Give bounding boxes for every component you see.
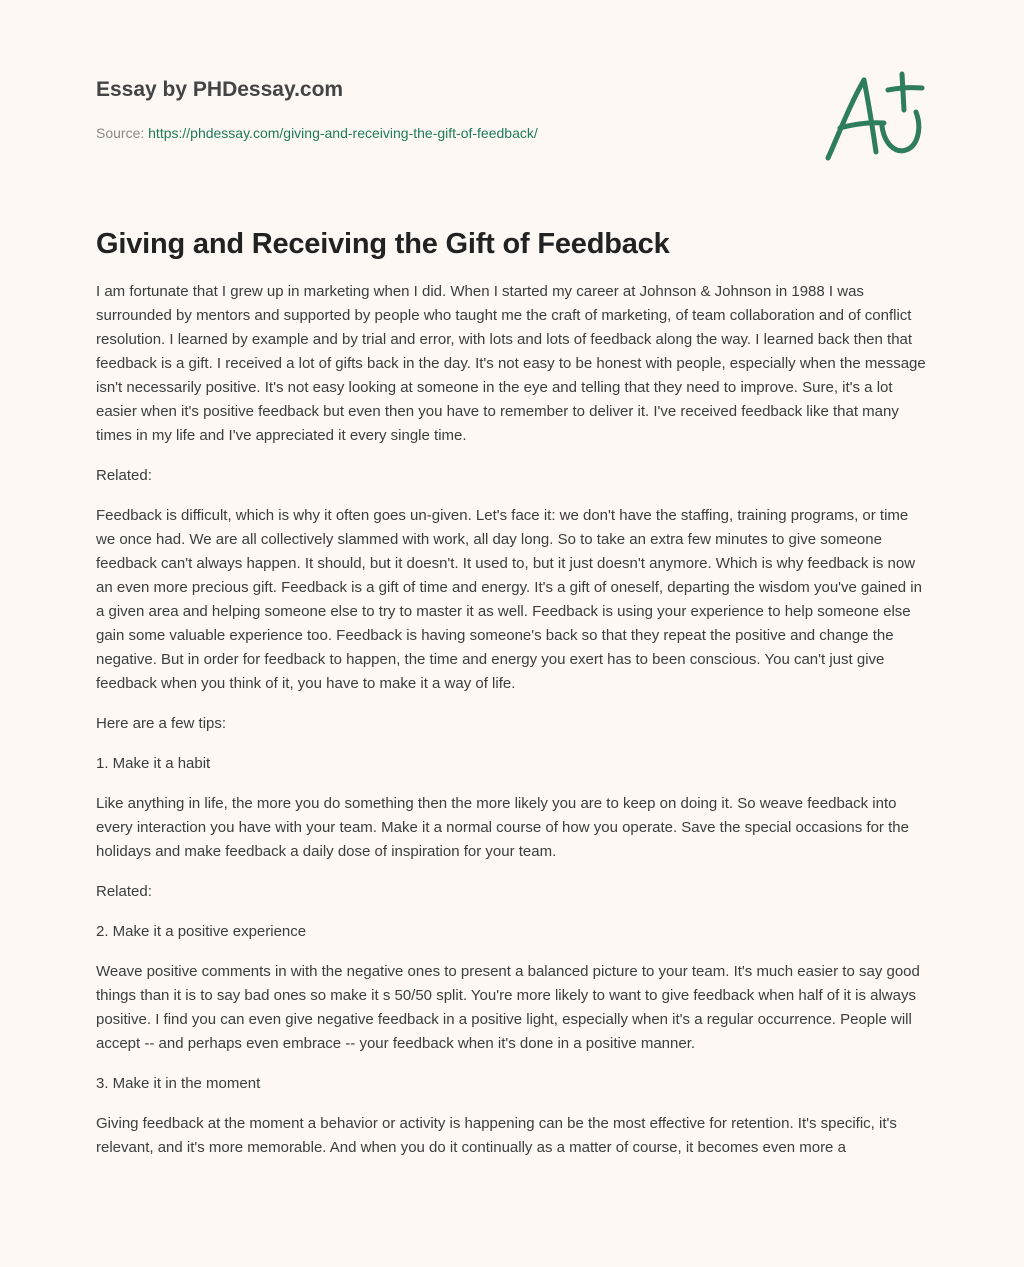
source-label: Source:: [96, 125, 149, 141]
related-label: Related:: [96, 467, 152, 484]
source-line: [96, 123, 796, 143]
tip-heading-3: 3. Make it in the moment: [96, 1075, 261, 1092]
essay-title: Giving and Receiving the Gift of Feedback: [96, 228, 670, 260]
essay-content: [96, 224, 928, 1176]
paragraph-intro: I am fortunate that I grew up in marketing when I did. When I started my career at Johnson & Johnson in 1988 I was surrounded by mentors and supported by people who taught me the craft of marketing, of team collaboration and of conflict resolution. I learned by example and by trial and error, with lots and lots of feedback along the way. I learned back then that feedback is a gift. I received a lot of gifts back in the day. It's not easy to be honest with people, especially when the message isn't necessarily positive. It's not easy looking at someone in the eye and telling that they need to improve. Sure, it's a lot easier when it's positive feedback but even then you have to remember to deliver it. I've received feedback like that many times in my life and I've appreciated it every single time.: [96, 283, 926, 444]
tip-heading-2: 2. Make it a positive experience: [96, 923, 307, 940]
tip-body-2: Weave positive comments in with the negative ones to present a balanced picture to your team. It's much easier to say good things than it is to say bad ones so make it s 50/50 split. You're more likely to want to give feedback when half of it is always positive. I find you can even give negative feedback in a positive light, especially when it's a regular occurrence. People will accept -- and perhaps even embrace -- your feedback when it's done in a positive manner.: [96, 963, 920, 1052]
paragraph-feedback-difficult: Feedback is difficult, which is why it often goes un-given. Let's face it: we don't have the staffing, training programs, or time we once had. We are all collectively slammed with work, all day long. So to take an extra few minutes to give someone feedback can't always happen. It should, but it doesn't. It used to, but it just doesn't anymore. Which is why feedback is now an even more precious gift. Feedback is a gift of time and energy. It's a gift of oneself, departing the wisdom you've gained in a given area and helping someone else to try to master it as well. Feedback is using your experience to help someone else gain some valuable experience too. Feedback is having someone's back so that they repeat the positive and change the negative. But in order for feedback to happen, the time and energy you exert has to been conscious. You can't just give feedback when you think of it, you have to make it a way of life.: [96, 507, 922, 692]
site-brand: Essay by PHDessay.com: [96, 78, 344, 101]
related-label: Related:: [96, 883, 152, 900]
a-plus-grade-icon: [818, 66, 930, 166]
tip-body-1: Like anything in life, the more you do something then the more likely you are to keep on doing it. So weave feedback into every interaction you have with your team. Make it a normal course of how you operate. Save the special occasions for the holidays and make feedback a daily dose of inspiration for your team.: [96, 795, 909, 860]
tip-body-3: Giving feedback at the moment a behavior or activity is happening can be the most effective for retention. It's specific, it's relevant, and it's more memorable. And when you do it continually as a matter of course, it becomes even more a: [96, 1115, 897, 1156]
tip-heading-1: 1. Make it a habit: [96, 755, 211, 772]
tips-intro: Here are a few tips:: [96, 715, 227, 732]
source-link[interactable]: https://phdessay.com/giving-and-receiving-the-gift-of-feedback/: [148, 125, 538, 141]
essay-header: [96, 74, 796, 143]
